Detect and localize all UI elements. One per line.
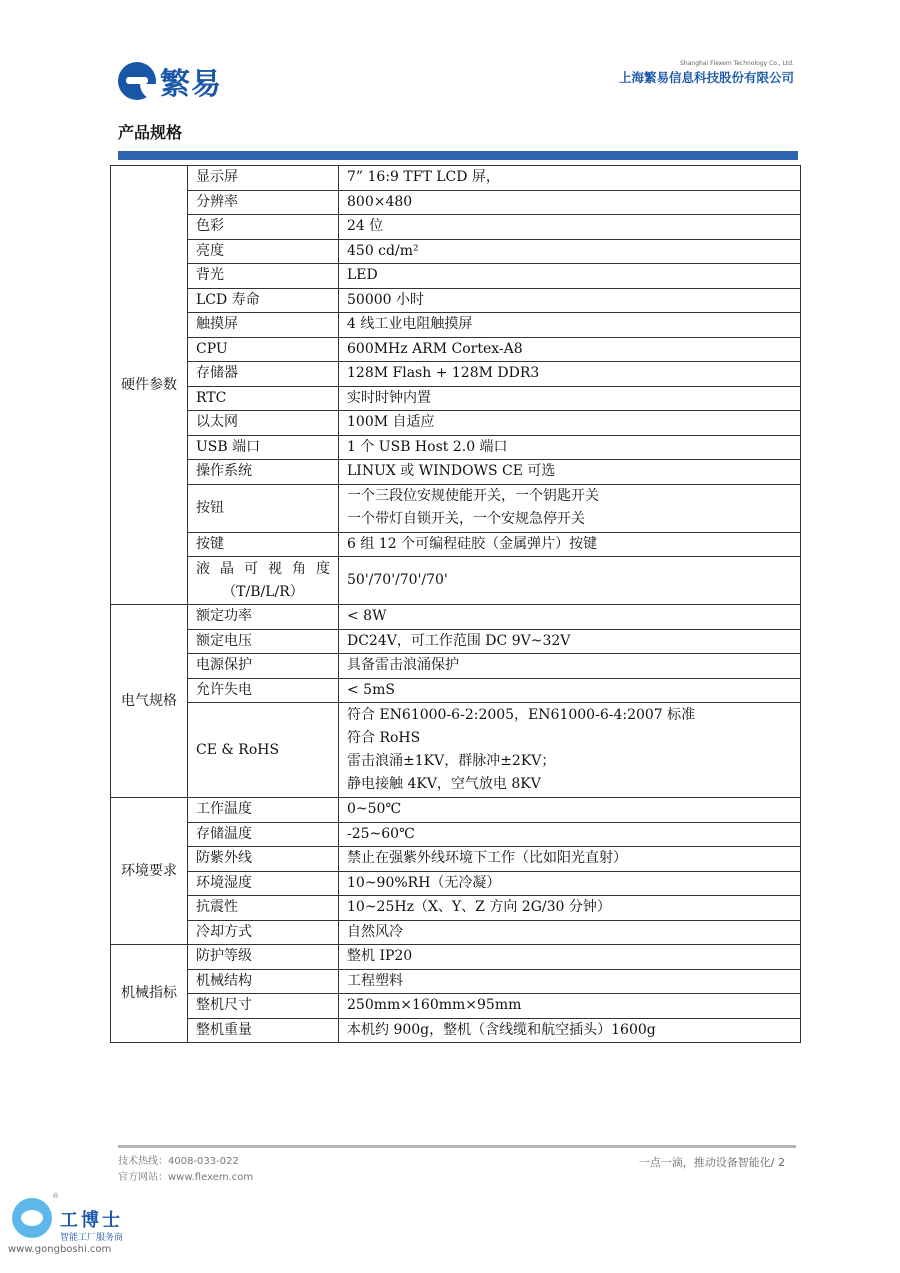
spec-item: 抗震性 [188, 896, 339, 921]
spec-value: LED [339, 264, 801, 289]
gongboshi-watermark [8, 1192, 168, 1262]
spec-value-line: 符合 EN61000-6-2:2005，EN61000-6-4:2007 标准 [347, 707, 696, 723]
table-row [111, 337, 801, 362]
spec-value: < 8W [339, 605, 801, 630]
spec-value: 4 线工业电阻触摸屏 [339, 313, 801, 338]
spec-item: 亮度 [188, 239, 339, 264]
spec-item: 防护等级 [188, 945, 339, 970]
spec-value: 7” 16:9 TFT LCD 屏， [339, 166, 801, 191]
spec-item: 额定电压 [188, 629, 339, 654]
spec-item: 色彩 [188, 215, 339, 240]
spec-value: 禁止在强紫外线环境下工作（比如阳光直射） [339, 847, 801, 872]
spec-item: 背光 [188, 264, 339, 289]
spec-value-line: 一个带灯自锁开关，一个安规急停开关 [347, 511, 585, 527]
spec-value: 250mm×160mm×95mm [339, 994, 801, 1019]
spec-value: < 5mS [339, 678, 801, 703]
table-row [111, 362, 801, 387]
table-row [111, 215, 801, 240]
spec-item: 显示屏 [188, 166, 339, 191]
table-row [111, 239, 801, 264]
spec-item: 允许失电 [188, 678, 339, 703]
spec-item: 环境湿度 [188, 871, 339, 896]
spec-item: 防紫外线 [188, 847, 339, 872]
company-name-en: Shanghai Flexem Technology Co., Ltd. [680, 60, 794, 67]
table-row [111, 703, 801, 798]
table-row [111, 264, 801, 289]
page-title: 产品规格 [118, 123, 183, 142]
spec-value: 1 个 USB Host 2.0 端口 [339, 435, 801, 460]
spec-value: 整机 IP20 [339, 945, 801, 970]
spec-value: 0~50℃ [339, 798, 801, 823]
category-environment: 环境要求 [111, 798, 188, 945]
table-row [111, 460, 801, 485]
spec-value: 50000 小时 [339, 288, 801, 313]
table-row [111, 435, 801, 460]
spec-item: 分辨率 [188, 190, 339, 215]
spec-item: CE & RoHS [188, 703, 339, 798]
spec-value: 800×480 [339, 190, 801, 215]
table-row [111, 994, 801, 1019]
table-row [111, 411, 801, 436]
table-row [111, 945, 801, 970]
table-row [111, 629, 801, 654]
spec-value: DC24V，可工作范围 DC 9V~32V [339, 629, 801, 654]
table-row [111, 190, 801, 215]
table-row [111, 822, 801, 847]
table-row [111, 678, 801, 703]
company-name-cn: 上海繁易信息科技股份有限公司 [618, 70, 794, 85]
table-row [111, 557, 801, 605]
table-row [111, 484, 801, 532]
category-electrical: 电气规格 [111, 605, 188, 798]
table-row [111, 313, 801, 338]
table-row [111, 798, 801, 823]
table-row [111, 896, 801, 921]
spec-item: RTC [188, 386, 339, 411]
title-divider-bar [118, 151, 798, 160]
spec-value-line: 符合 RoHS [347, 730, 421, 746]
spec-item [188, 557, 339, 605]
table-row [111, 920, 801, 945]
spec-item-line: （T/B/L/R） [222, 583, 304, 600]
spec-value [339, 703, 801, 798]
spec-item: 整机尺寸 [188, 994, 339, 1019]
spec-value: 128M Flash + 128M DDR3 [339, 362, 801, 387]
spec-value: 450 cd/m² [339, 239, 801, 264]
watermark-title: 工博士 [60, 1210, 123, 1231]
spec-item: 电源保护 [188, 654, 339, 679]
table-row [111, 166, 801, 191]
footer-slogan-page: 一点一滴，推动设备智能化/ 2 [638, 1156, 785, 1169]
spec-value: LINUX 或 WINDOWS CE 可选 [339, 460, 801, 485]
spec-value: 本机约 900g，整机（含线缆和航空插头）1600g [339, 1018, 801, 1043]
spec-item: 存储温度 [188, 822, 339, 847]
spec-value: 具备雷击浪涌保护 [339, 654, 801, 679]
table-row [111, 871, 801, 896]
spec-value: 50'/70'/70'/70' [339, 557, 801, 605]
spec-item: 整机重量 [188, 1018, 339, 1043]
spec-item: LCD 寿命 [188, 288, 339, 313]
table-row [111, 605, 801, 630]
spec-value-line: 雷击浪涌±1KV，群脉冲±2KV； [347, 753, 556, 769]
spec-value: 自然风冷 [339, 920, 801, 945]
spec-value: -25~60℃ [339, 822, 801, 847]
table-row [111, 386, 801, 411]
mascot-icon [12, 1198, 52, 1238]
table-row [111, 1018, 801, 1043]
spec-value-line: 静电接触 4KV，空气放电 8KV [347, 776, 541, 792]
table-row [111, 654, 801, 679]
footer-contact [118, 1154, 253, 1186]
spec-value: 10~90%RH（无冷凝） [339, 871, 801, 896]
spec-value: 10~25Hz（X、Y、Z 方向 2G/30 分钟） [339, 896, 801, 921]
table-row [111, 969, 801, 994]
spec-item: 机械结构 [188, 969, 339, 994]
footer-hotline: 技术热线：4008-033-022 [118, 1156, 239, 1167]
watermark-url: www.gongboshi.com [8, 1244, 112, 1255]
spec-value: 实时时钟内置 [339, 386, 801, 411]
spec-item: 操作系统 [188, 460, 339, 485]
spec-item: 按钮 [188, 484, 339, 532]
registered-mark: ® [52, 1192, 59, 1200]
flexem-logo-mark [118, 62, 156, 100]
spec-table [110, 165, 801, 1043]
footer-divider [118, 1145, 796, 1148]
logo-text: 繁易 [160, 67, 222, 102]
spec-item: 额定功率 [188, 605, 339, 630]
company-info [619, 60, 794, 86]
spec-item: 冷却方式 [188, 920, 339, 945]
spec-item: 存储器 [188, 362, 339, 387]
footer-website[interactable]: 官方网站：www.flexem.com [118, 1172, 254, 1183]
category-hardware: 硬件参数 [111, 166, 188, 605]
spec-item: 触摸屏 [188, 313, 339, 338]
spec-item: 工作温度 [188, 798, 339, 823]
spec-value: 600MHz ARM Cortex-A8 [339, 337, 801, 362]
spec-value-line: 一个三段位安规使能开关，一个钥匙开关 [347, 488, 599, 504]
spec-value: 100M 自适应 [339, 411, 801, 436]
spec-value [339, 484, 801, 532]
spec-item: CPU [188, 337, 339, 362]
table-row [111, 532, 801, 557]
flexem-logo [118, 58, 222, 104]
spec-item: 按键 [188, 532, 339, 557]
category-mechanical: 机械指标 [111, 945, 188, 1043]
spec-value: 工程塑料 [339, 969, 801, 994]
table-row [111, 847, 801, 872]
spec-value: 24 位 [339, 215, 801, 240]
spec-item: USB 端口 [188, 435, 339, 460]
watermark-subtitle: 智能工厂服务商 [60, 1233, 124, 1243]
table-row [111, 288, 801, 313]
spec-item: 以太网 [188, 411, 339, 436]
spec-item-line: 液晶可视角度 [196, 560, 330, 577]
spec-value: 6 组 12 个可编程硅胶（金属弹片）按键 [339, 532, 801, 557]
